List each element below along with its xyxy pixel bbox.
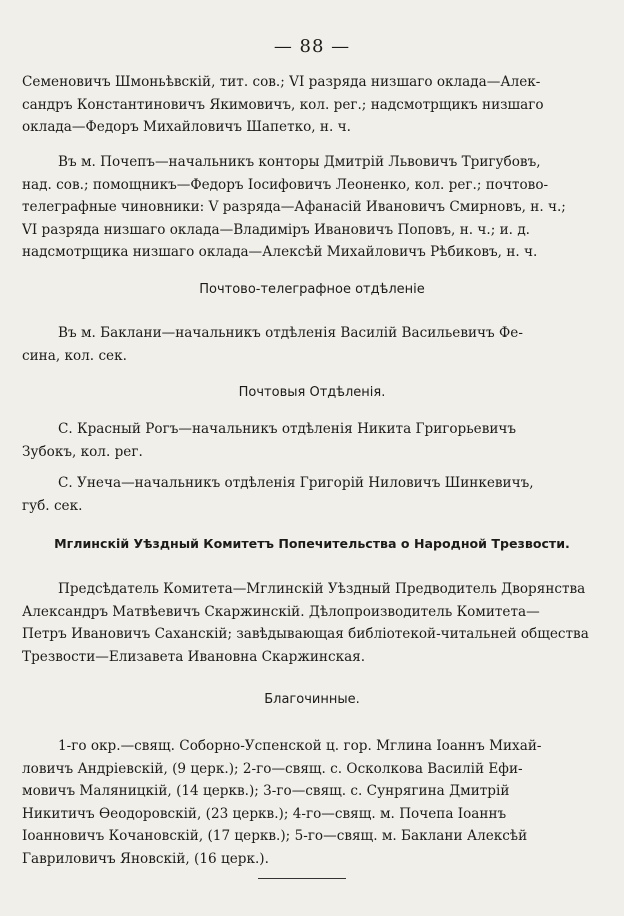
- section-divider: [258, 878, 346, 879]
- heading-temperance-committee: Мглинскій Уѣздный Комитетъ Попечительства о Народной Трезвости.: [54, 536, 570, 551]
- text-line: над. сов.; помощникъ—Федоръ Іосифовичъ Леоненко, кол. рег.; почтово-: [22, 176, 549, 193]
- text-line: Гавриловичъ Яновскій, (16 церк.).: [22, 850, 269, 867]
- text-line: Зубокъ, кол. рег.: [22, 443, 143, 460]
- page-number: — 88 —: [273, 36, 351, 57]
- text-line: Предсѣдатель Комитета—Мглинскій Уѣздный Предводитель Дворянства: [58, 581, 586, 597]
- text-line: сандръ Константиновичъ Якимовичъ, кол. рег.; надсмотрщикъ низшаго: [22, 96, 544, 113]
- text-line: Въ м. Почепъ—начальникъ конторы Дмитрій Львовичъ Тригубовъ,: [58, 154, 541, 170]
- paragraph-krasny-rog: [22, 418, 604, 463]
- text-line: 1-го окр.—свящ. Соборно-Успенской ц. гор. Мглина Іоаннъ Михай-: [58, 738, 542, 754]
- paragraph-unecha: [22, 472, 604, 517]
- heading-deans: Благочинные.: [264, 692, 360, 707]
- text-line: Трезвости—Елизавета Ивановна Скаржинская.: [22, 648, 366, 665]
- text-line: ловичъ Андріевскій, (9 церк.); 2-го—свящ. с. Осколкова Василій Ефи-: [22, 760, 523, 777]
- text-line: Никитичъ Ѳеодоровскій, (23 церкв.); 4-го—свящ. м. Почепа Іоаннъ: [22, 805, 507, 822]
- paragraph-pochep-office: [22, 151, 604, 264]
- text-line: Петръ Ивановичъ Саханскій; завѣдывающая библіотекой-читальней общества: [22, 626, 589, 642]
- text-line: VI разряда низшаго оклада—Владиміръ Ивановичъ Поповъ, н. ч.; и. д.: [22, 221, 531, 238]
- text-line: надсмотрщика низшаго оклада—Алексѣй Михайловичъ Рѣбиковъ, н. ч.: [22, 244, 538, 260]
- text-line: оклада—Федоръ Михайловичъ Шапетко, н. ч.: [22, 119, 351, 135]
- text-line: С. Унеча—начальникъ отдѣленія Григорій Ниловичъ Шинкевичъ,: [58, 475, 534, 491]
- text-line: С. Красный Рогъ—начальникъ отдѣленія Никита Григорьевичъ: [58, 421, 517, 437]
- paragraph-baklani-office: [22, 322, 604, 367]
- text-line: сина, кол. сек.: [22, 347, 127, 364]
- text-line: Семеновичъ Шмоньѣвскій, тит. сов.; VI разряда низшаго оклада—Алек-: [22, 74, 541, 90]
- text-line: губ. сек.: [22, 497, 83, 514]
- heading-post-offices: Почтовыя Отдѣленія.: [238, 385, 386, 400]
- text-line: Іоанновичъ Кочановскій, (17 церкв.); 5-го—свящ. м. Баклани Алексѣй: [22, 828, 528, 844]
- paragraph-staff-continued: [22, 71, 604, 139]
- text-line: Въ м. Баклани—начальникъ отдѣленія Василій Васильевичъ Фе-: [58, 325, 523, 341]
- text-line: Александръ Матвѣевичъ Скаржинскій. Дѣлопроизводитель Комитета—: [22, 603, 540, 620]
- text-line: телеграфные чиновники: V разряда—Афанасій Ивановичъ Смирновъ, н. ч.;: [22, 199, 566, 215]
- paragraph-deans-list: [22, 735, 604, 870]
- text-line: мовичъ Маляницкій, (14 церкв.); 3-го—свящ. с. Сунрягина Дмитрій: [22, 783, 510, 799]
- heading-telegraph-office: Почтово-телеграфное отдѣленіе: [199, 282, 425, 297]
- paragraph-committee-members: [22, 578, 604, 668]
